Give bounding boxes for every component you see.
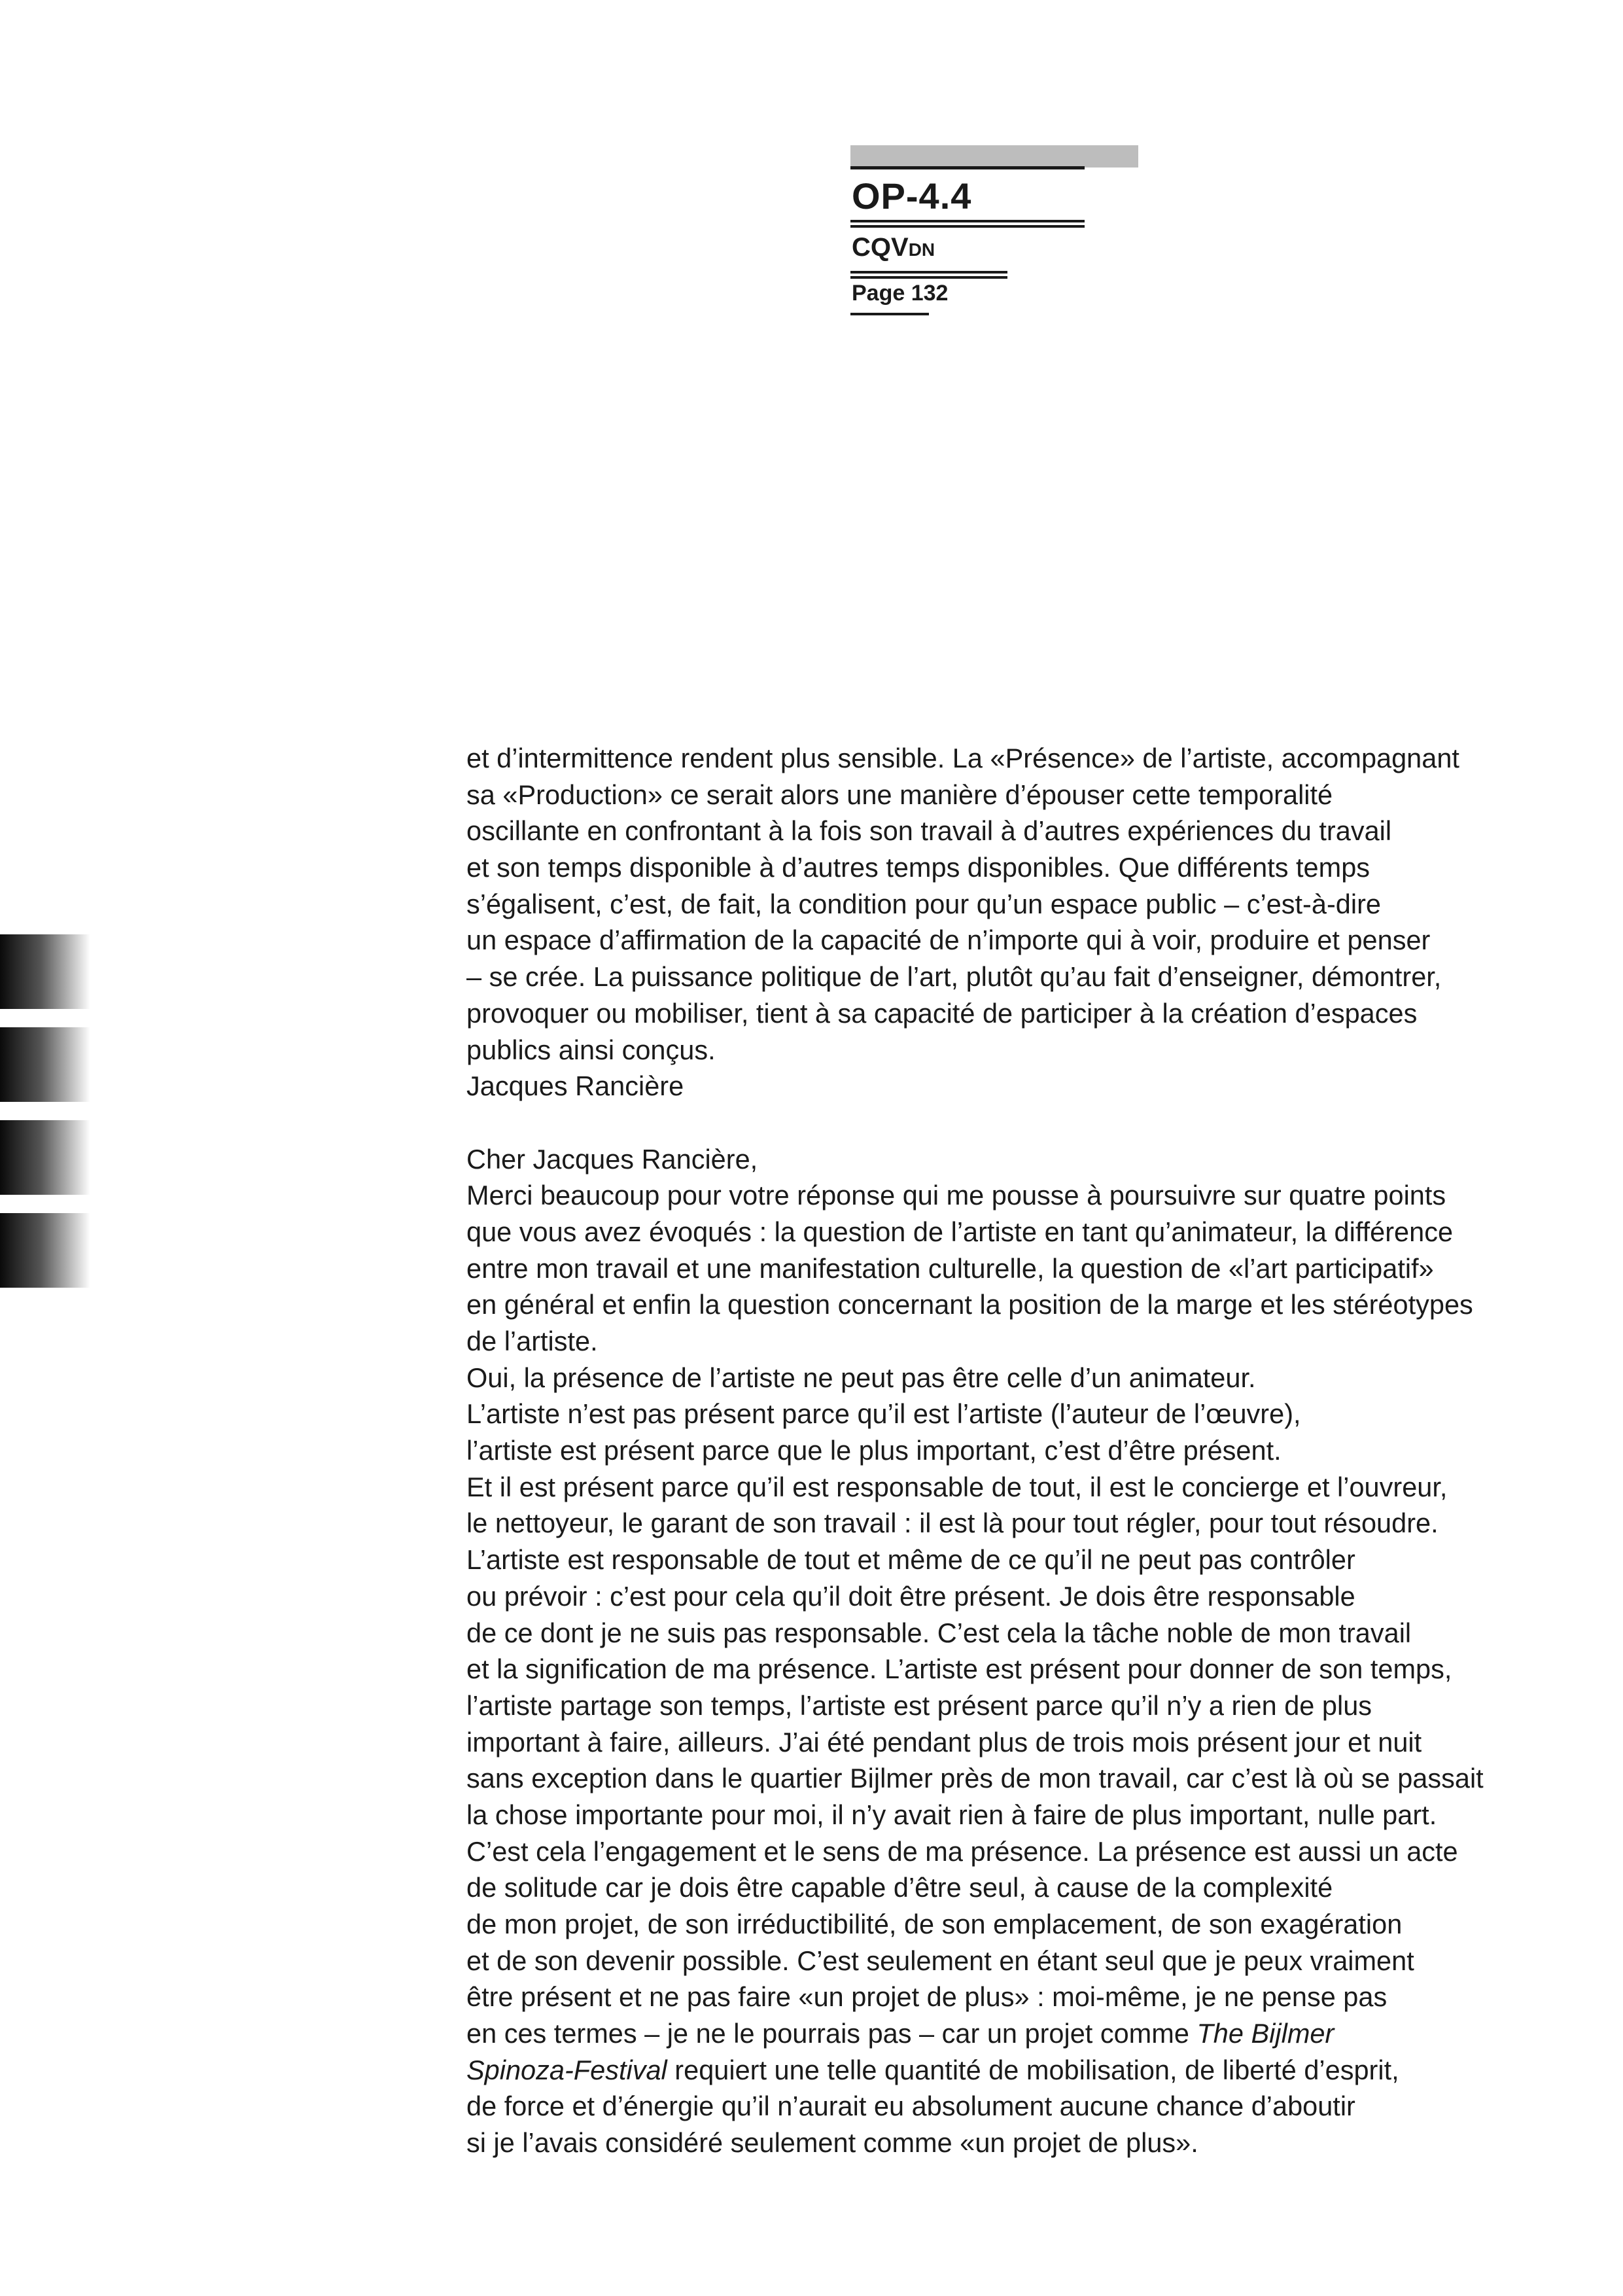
text-line: l’artiste partage son temps, l’artiste est présent parce qu’il n’y a rien de plus (466, 1689, 1372, 1721)
text-line: et d’intermittence rendent plus sensible. La «Présence» de l’artiste, accompagnant (466, 743, 1459, 773)
text-line: de ce dont je ne suis pas responsable. C’est cela la tâche noble de mon travail (466, 1617, 1412, 1648)
text-line (466, 2015, 1552, 2052)
text-line: Et il est présent parce qu’il est responsable de tout, il est le concierge et l’ouvreur, (466, 1471, 1448, 1502)
header-rule-2a (850, 271, 1007, 274)
text-line: de solitude car je dois être capable d’être seul, à cause de la complexité (466, 1872, 1333, 1903)
text-line: entre mon travail et une manifestation culturelle, la question de «l’art participatif» (466, 1252, 1434, 1284)
text-line: L’artiste n’est pas présent parce qu’il est l’artiste (l’auteur de l’œuvre), (466, 1398, 1301, 1430)
text-line: C’est cela l’engagement et le sens de ma présence. La présence est aussi un acte (466, 1835, 1458, 1867)
text-line: et de son devenir possible. C’est seulement en étant seul que je peux vraiment (466, 1945, 1414, 1976)
text-line: publics ainsi conçus. (466, 1034, 716, 1065)
text-line: oscillante en confrontant à la fois son travail à d’autres expériences du travail (466, 815, 1392, 847)
text-line: le nettoyeur, le garant de son travail : il est là pour tout régler, pour tout résoudre. (466, 1508, 1439, 1539)
text-segment: requiert une telle quantité de mobilisation, de liberté d’esprit, (667, 2054, 1399, 2085)
text-line: de l’artiste. (466, 1326, 598, 1356)
text-line: sa «Production» ce serait alors une manière d’épouser cette temporalité (466, 779, 1333, 810)
acronym-small: DN (908, 239, 935, 260)
text-line (466, 2052, 1552, 2089)
text-line: un espace d’affirmation de la capacité de n’importe qui à voir, produire et penser (466, 925, 1431, 956)
text-line: sans exception dans le quartier Bijlmer près de mon travail, car c’est là où se passait (466, 1763, 1484, 1794)
text-line: – se crée. La puissance politique de l’art, plutôt qu’au fait d’enseigner, démontrer, (466, 961, 1442, 993)
header-rule-2b (850, 276, 1007, 279)
body-text (466, 740, 1552, 2161)
text-line: important à faire, ailleurs. J’ai été pendant plus de trois mois présent jour et nuit (466, 1726, 1422, 1757)
text-line: et son temps disponible à d’autres temps disponibles. Que différents temps (466, 852, 1370, 883)
letter-signature: Jacques Rancière (466, 1070, 684, 1102)
text-segment: en ces termes – je ne le pourrais pas – car un projet comme (466, 2018, 1197, 2049)
header-rule-top (850, 166, 1085, 169)
text-line: L’artiste est responsable de tout et même de ce qu’il ne peut pas contrôler (466, 1544, 1355, 1576)
text-line: que vous avez évoqués : la question de l’artiste en tant qu’animateur, la différence (466, 1216, 1454, 1247)
header-rule-1b (850, 225, 1085, 228)
text-line: s’égalisent, c’est, de fait, la condition pour qu’un espace public – c’est-à-dire (466, 888, 1381, 919)
document-header (850, 144, 1145, 327)
header-grey-bar (850, 145, 1138, 168)
document-code: OP-4.4 (852, 175, 972, 217)
text-line: la chose importante pour moi, il n’y avait rien à faire de plus important, nulle part. (466, 1799, 1437, 1830)
text-line: et la signification de ma présence. L’artiste est présent pour donner de son temps, (466, 1653, 1452, 1685)
page-number: Page 132 (852, 281, 949, 306)
text-line: ou prévoir : c’est pour cela qu’il doit être présent. Je dois être responsable (466, 1580, 1355, 1612)
text-line: en général et enfin la question concernant la position de la marge et les stéréotypes (466, 1289, 1473, 1320)
header-rule-bottom (850, 313, 929, 315)
text-line: Oui, la présence de l’artiste ne peut pas être celle d’un animateur. (466, 1362, 1256, 1393)
header-rule-1a (850, 220, 1085, 222)
blank-line (466, 1104, 1552, 1141)
side-tab-2 (0, 1027, 90, 1102)
text-line: l’artiste est présent parce que le plus important, c’est d’être présent. (466, 1435, 1282, 1466)
letter-salutation: Cher Jacques Rancière, (466, 1143, 758, 1174)
side-tab-3 (0, 1120, 90, 1195)
italic-title: Spinoza-Festival (466, 2054, 667, 2085)
text-line: si je l’avais considéré seulement comme «un projet de plus». (466, 2127, 1198, 2159)
text-line: de mon projet, de son irréductibilité, de son emplacement, de son exagération (466, 1909, 1403, 1939)
text-line: de force et d’énergie qu’il n’aurait eu absolument aucune chance d’aboutir (466, 2091, 1355, 2122)
side-tab-1 (0, 934, 90, 1009)
italic-title: The Bijlmer (1196, 2018, 1335, 2049)
acronym-main: CQV (852, 233, 909, 262)
text-line: provoquer ou mobiliser, tient à sa capacité de participer à la création d’espaces (466, 997, 1418, 1029)
text-line: Merci beaucoup pour votre réponse qui me pousse à poursuivre sur quatre points (466, 1180, 1446, 1211)
side-tab-4 (0, 1213, 90, 1288)
text-line: être présent et ne pas faire «un projet de plus» : moi-même, je ne pense pas (466, 1981, 1387, 2013)
document-acronym (852, 233, 935, 264)
